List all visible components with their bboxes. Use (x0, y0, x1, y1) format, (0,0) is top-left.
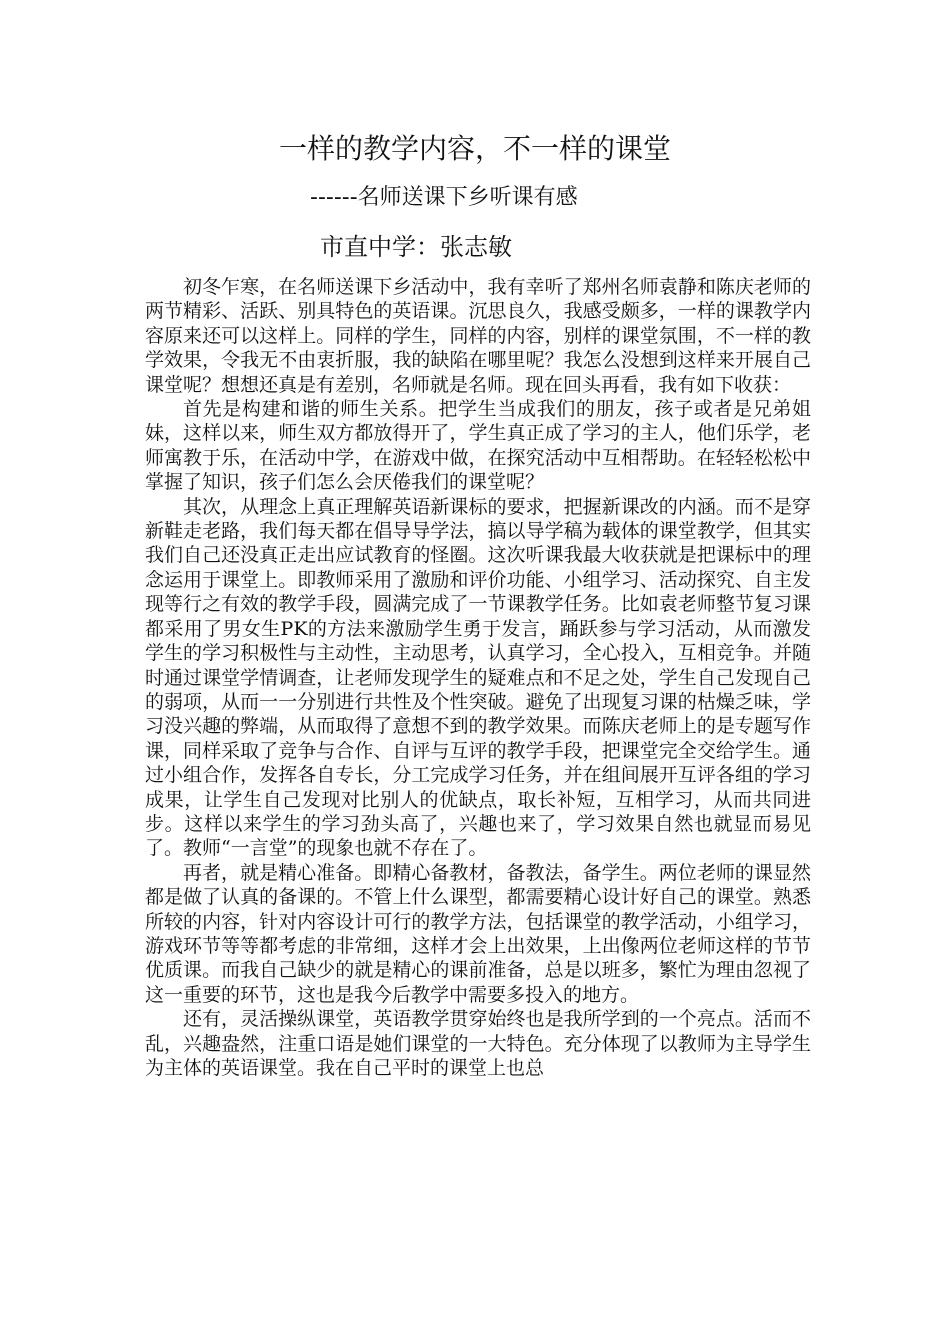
paragraph-third-point: 再者，就是精心准备。即精心备教材，备教法，备学生。两位老师的课显然都是做了认真的备课的。不管上什么课型，都需要精心设计好自己的课堂。熟悉所较的内容，针对内容设计可行的教学方法，包括课堂的教学活动，小组学习，游戏环节等等都考虑的非常细，这样才会上出效果，上出像两位老师这样的节节优质课。而我自己缺少的就是精心的课前准备，总是以班多，繁忙为理由忽视了这一重要的环节，这也是我今后教学中需要多投入的地方。 (145, 861, 811, 1006)
document-title: 一样的教学内容，不一样的课堂 (278, 132, 671, 165)
author-line: 市直中学：张志敏 (320, 233, 512, 261)
paragraph-second-point: 其次，从理念上真正理解英语新课标的要求，把握新课改的内涵。而不是穿新鞋走老路，我们每天都在倡导导学法，搞以导学稿为载体的课堂教学，但其实我们自己还没真正走出应试教育的怪圈。这次听课我最大收获就是把课标中的理念运用于课堂上。即教师采用了激励和评价功能、小组学习、活动探究、自主发现等行之有效的教学手段，圆满完成了一节课教学任务。比如袁老师整节复习课都采用了男女生PK的方法来激励学生勇于发言，踊跃参与学习活动，从而激发学生的学习积极性与主动性，主动思考，认真学习，全心投入，互相竞争。并随时通过课堂学情调查，让老师发现学生的疑难点和不足之处，学生自己发现自己的弱项，从而一一分别进行共性及个性突破。避免了出现复习课的枯燥乏味，学习没兴趣的弊端，从而取得了意想不到的教学效果。而陈庆老师上的是专题写作课，同样采取了竞争与合作、自评与互评的教学手段，把课堂完全交给学生。通过小组合作，发挥各自专长，分工完成学习任务，并在组间展开互评各组的学习成果，让学生自己发现对比别人的优缺点，取长补短，互相学习，从而共同进步。这样以来学生的学习劲头高了，兴趣也来了，学习效果自然也就显而易见了。教师“一言堂”的现象也就不存在了。 (145, 495, 811, 860)
document-subtitle: ------名师送课下乡听课有感 (310, 185, 578, 210)
document-body (145, 275, 811, 1080)
paragraph-intro: 初冬乍寒，在名师送课下乡活动中，我有幸听了郑州名师袁静和陈庆老师的两节精彩、活跃、别具特色的英语课。沉思良久，我感受颇多，一样的课教学内容原来还可以这样上。同样的学生，同样的内容，别样的课堂氛围，不一样的教学效果，令我无不由衷折服，我的缺陷在哪里呢？我怎么没想到这样来开展自己课堂呢？想想还真是有差别，名师就是名师。现在回头再看，我有如下收获： (145, 276, 811, 396)
paragraph-first-point: 首先是构建和谐的师生关系。把学生当成我们的朋友，孩子或者是兄弟姐妹，这样以来，师生双方都放得开了，学生真正成了学习的主人，他们乐学，老师寓教于乐，在活动中学，在游戏中做，在探究活动中互相帮助。在轻轻松松中掌握了知识，孩子们怎么会厌倦我们的课堂呢？ (145, 398, 811, 494)
paragraph-fourth-point: 还有，灵活操纵课堂，英语教学贯穿始终也是我所学到的一个亮点。活而不乱，兴趣盎然，注重口语是她们课堂的一大特色。充分体现了以教师为主导学生为主体的英语课堂。我在自己平时的课堂上也总 (145, 1008, 811, 1079)
